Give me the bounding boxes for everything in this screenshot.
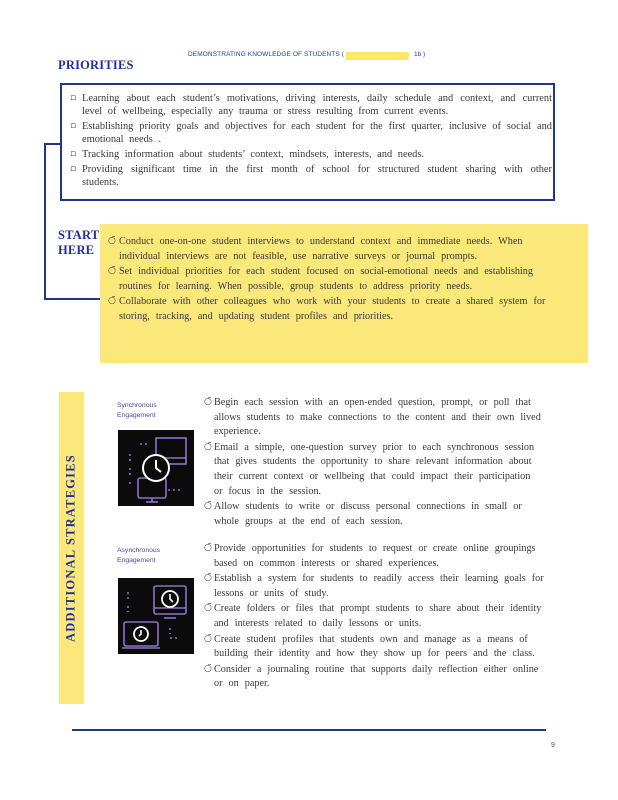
bullet-icon: ○̃ xyxy=(204,397,212,407)
priorities-list xyxy=(70,92,552,191)
list-item: ▫ Establishing priority goals and objectives for each student for the first quarter, inclusive of social and emotional needs . xyxy=(70,121,552,145)
start-here-heading: START HERE xyxy=(58,228,100,257)
bullet-icon: ▫ xyxy=(70,93,77,103)
list-item: ○̃ Provide opportunities for students to request or create online groupings based on common interests or shared experiences. xyxy=(204,543,536,569)
list-item: ○̃ Consider a journaling routine that supports daily reflection either online or on paper. xyxy=(204,663,539,690)
synchronous-strategies-list xyxy=(204,396,544,530)
list-item: ○̃ Begin each session with an open-ended question, prompt, or poll that allows students to make connections to the content and their own lived experience. xyxy=(204,397,541,438)
connector-line xyxy=(44,143,46,300)
bullet-icon: ○̃ xyxy=(204,573,212,584)
additional-strategies-heading: ADDITIONAL STRATEGIES xyxy=(63,454,78,642)
bullet-icon: ▫ xyxy=(70,164,77,174)
document-header-code: 1b ) xyxy=(414,51,426,58)
bullet-icon: ○̃ xyxy=(204,501,212,512)
bullet-icon: ○̃ xyxy=(204,603,212,614)
devices-clock-icon xyxy=(118,578,194,654)
list-item: ○̃ Collaborate with other colleagues who work with your students to create a shared system for storing, tracking, and updating student profiles and priorities. xyxy=(108,296,546,322)
list-item: ○̃ Create folders or files that prompt students to share about their identity and interests related to daily lessons or units. xyxy=(204,603,542,629)
bullet-icon: ▫ xyxy=(70,121,77,131)
bullet-icon: ○̃ xyxy=(204,633,212,644)
monitor-clock-icon xyxy=(118,430,194,506)
document-header-title: DEMONSTRATING KNOWLEDGE OF STUDENTS ( xyxy=(188,51,344,58)
synchronous-label: Synchronous Engagement xyxy=(117,402,157,419)
bullet-icon: ○̃ xyxy=(108,266,116,277)
priorities-heading: PRIORITIES xyxy=(58,58,134,72)
list-item: ▫ Tracking information about students’ context, mindsets, interests, and needs. xyxy=(70,149,425,160)
list-item: ○̃ Set individual priorities for each student focused on social-emotional needs and establishing routines for learning. When possible, group students to address priority needs. xyxy=(108,266,533,292)
list-item: ○̃ Establish a system for students to readily access their learning goals for lessons or units of study. xyxy=(204,573,544,599)
list-item: ○̃ Allow students to write or discuss personal connections in small or whole groups at the end of each session. xyxy=(204,501,522,527)
list-item: ○̃ Conduct one-on-one student interviews to understand context and immediate needs. When individual interviews are not feasible, use narrative surveys or journal prompts. xyxy=(108,236,523,262)
asynchronous-label: Asynchronous Engagement xyxy=(117,547,161,564)
list-item: ▫ Providing significant time in the first month of school for structured student sharing with other students. xyxy=(70,164,552,188)
bullet-icon: ○̃ xyxy=(204,441,212,452)
bullet-icon: ○̃ xyxy=(204,663,212,674)
list-item: ○̃ Email a simple, one-question survey prior to each synchronous session that gives students the opportunity to share relevant information about their current context or wellbeing that could impact their participation or focus in the session. xyxy=(204,441,535,497)
connector-line xyxy=(44,143,61,145)
connector-line xyxy=(44,298,100,300)
asynchronous-strategies-list xyxy=(204,542,544,693)
start-here-list xyxy=(108,235,546,326)
bullet-icon: ○̃ xyxy=(108,296,116,307)
list-item: ○̃ Create student profiles that students own and manage as a means of building their identity and how they show up for peers and the class. xyxy=(204,633,535,660)
header-highlight xyxy=(346,52,409,60)
list-item: ▫ Learning about each student’s motivations, driving interests, daily schedule and context, and current level of wellbeing, especially any trauma or stress resulting from current events. xyxy=(70,93,552,117)
footer-divider xyxy=(72,729,546,731)
bullet-icon: ▫ xyxy=(70,149,77,159)
page-number: 9 xyxy=(551,742,555,749)
bullet-icon: ○̃ xyxy=(108,236,116,246)
bullet-icon: ○̃ xyxy=(204,543,212,553)
